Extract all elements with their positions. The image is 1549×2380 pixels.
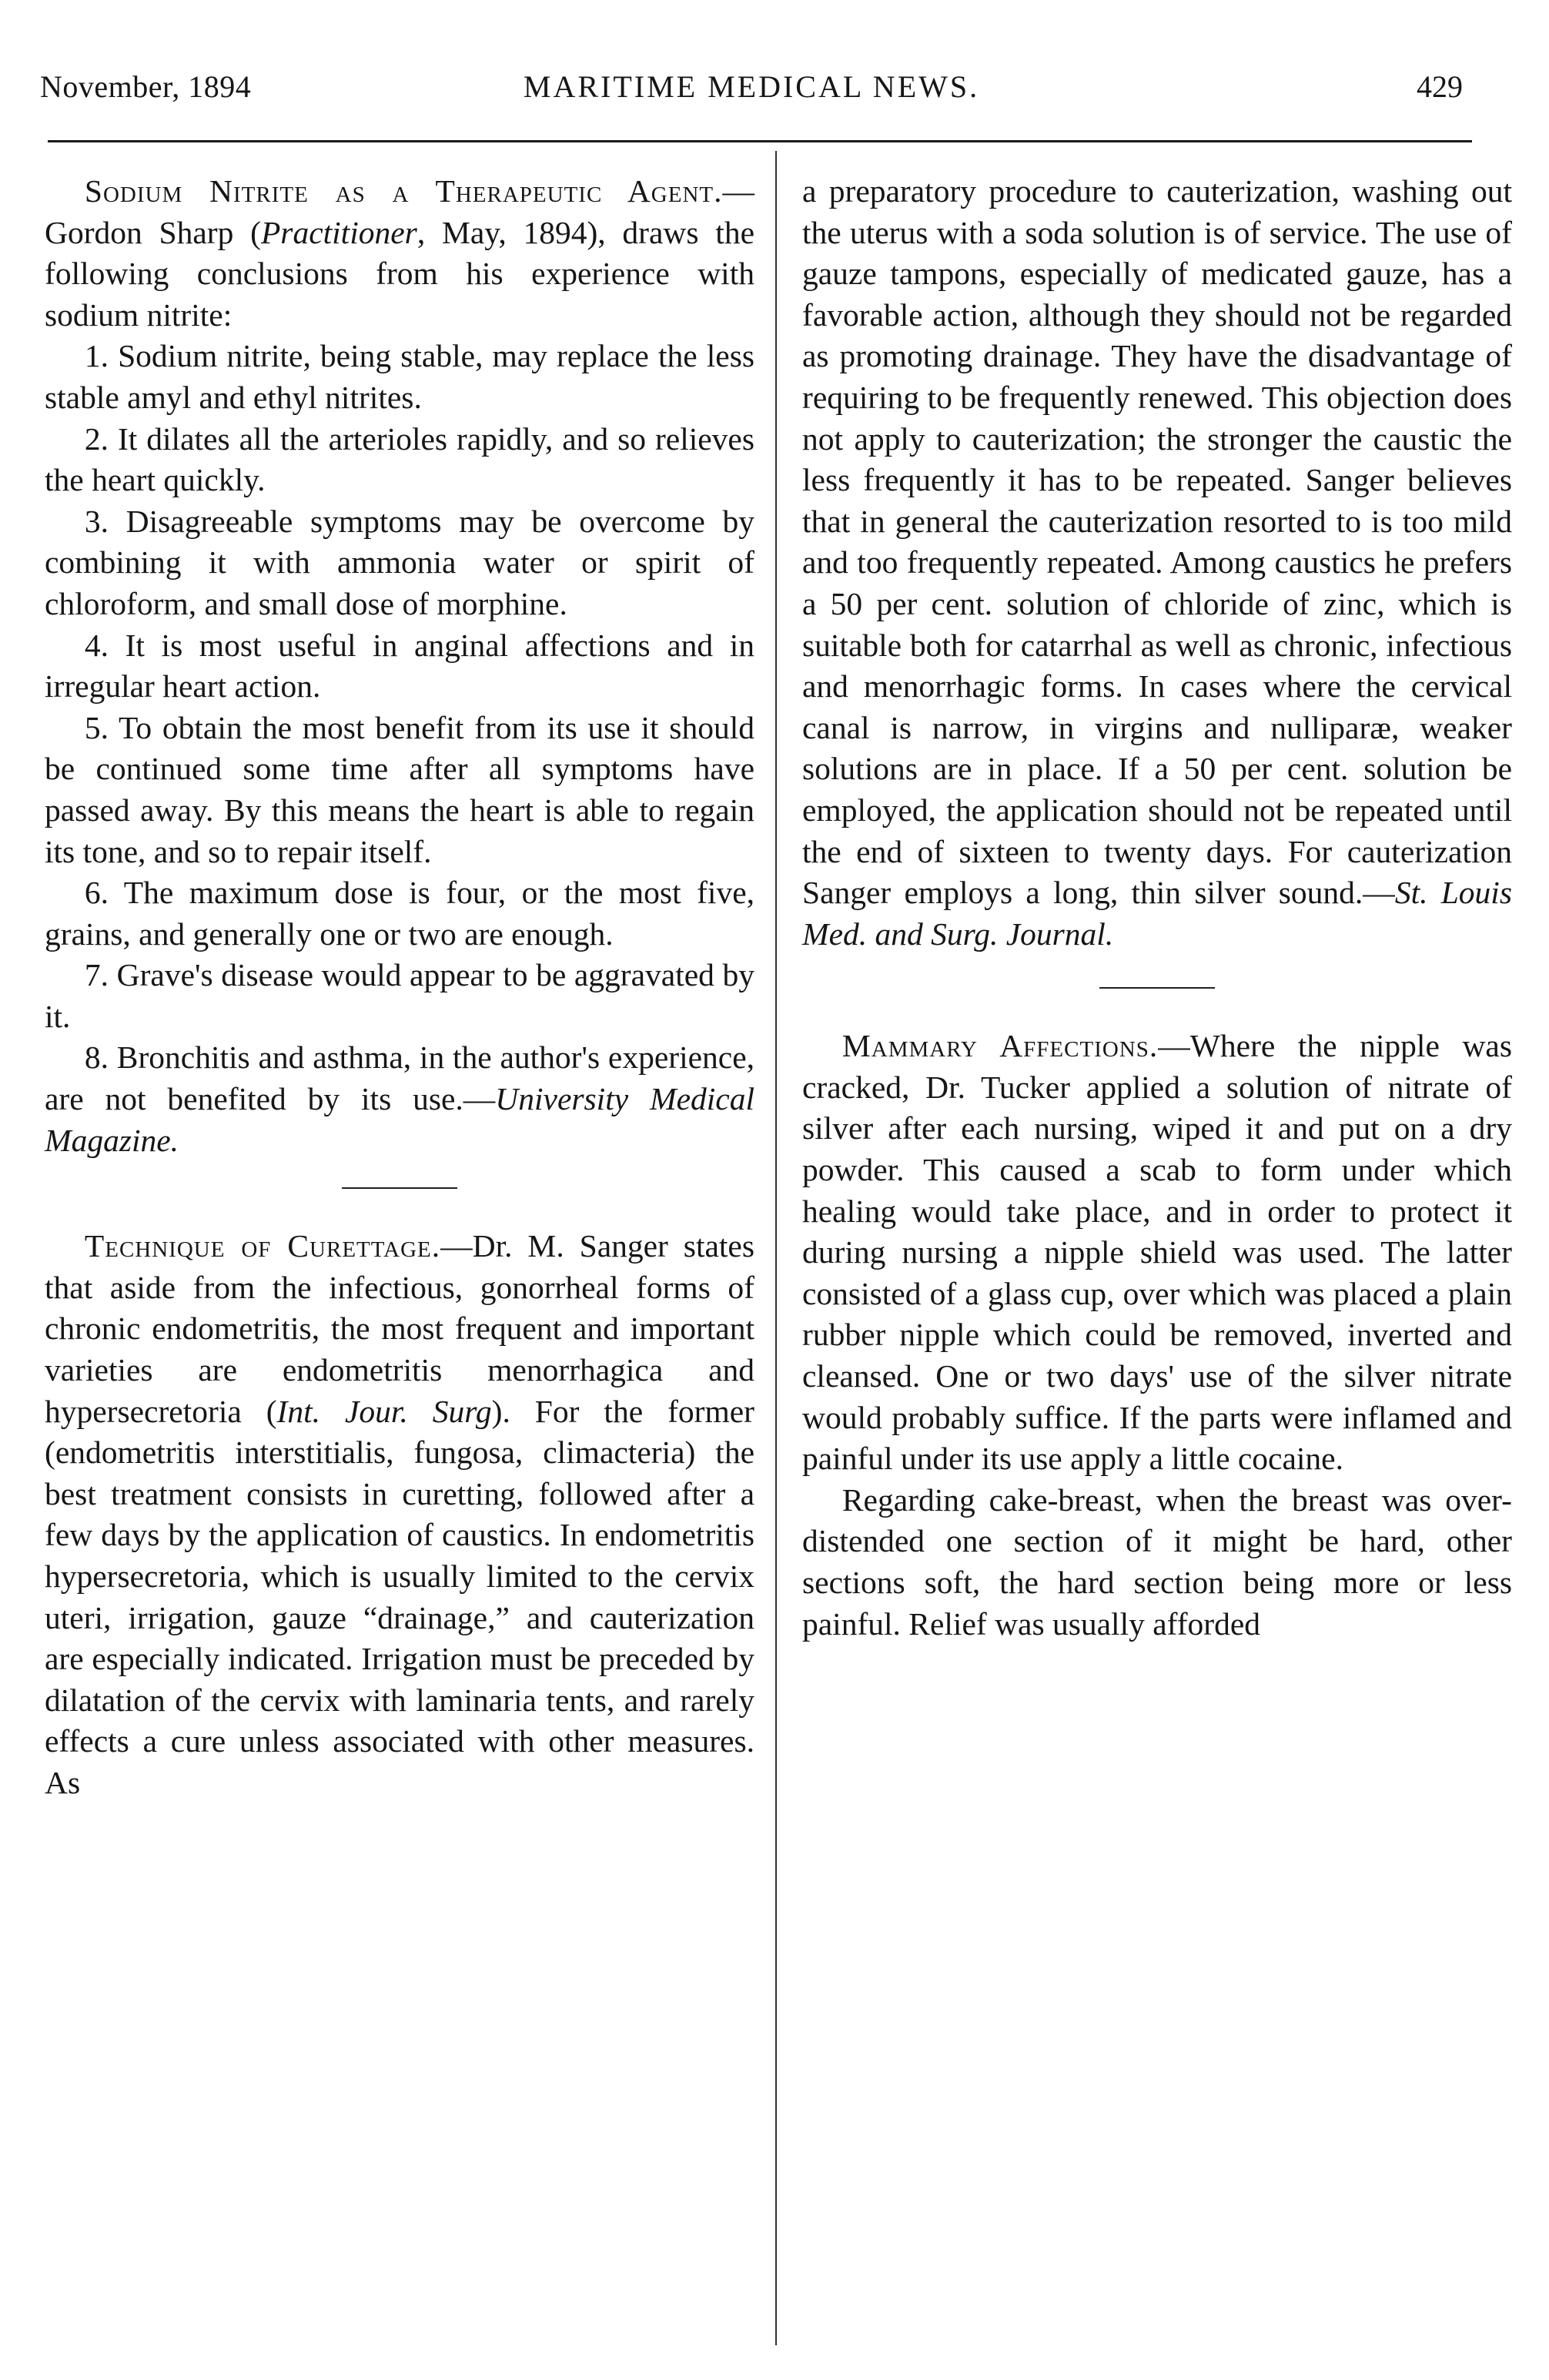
numbered-point: 6. The maximum dose is four, or the most five, grains, and generally one or two are enough. — [45, 875, 754, 952]
section-separator — [1099, 987, 1215, 989]
issue-date: November, 1894 — [40, 69, 252, 104]
section-separator — [342, 1187, 457, 1189]
article-title-sodium-nitrite: Sodium Nitrite as a Therapeutic Agent. — [84, 173, 723, 209]
article-mammary-affections: Mammary Affections.—Where the nipple was cracked, Dr. Tucker applied a solution of nitrate of silver after each nursing, wiped it and put on a dry powder. This caused a scab to form under which healing would take place, and in order to protect it during nursing a nipple shield was used. The latter consisted of a glass cup, over which was placed a plain rubber nipple which could be removed, inverted and cleansed. One or two days' use of the silver nitrate would probably suffice. If the parts were inflamed and painful under its use apply a little cocaine. — [802, 1028, 1512, 1477]
article-curettage-continued: a preparatory procedure to cauterization, washing out the uterus with a soda solution is of service. The use of gauze tampons, especially of medicated gauze, has a favorable action, although they should not be regarded as promoting drainage. They have the disadvantage of requiring to be frequently renewed. This objection does not apply to cauterization; the stronger the caustic the less frequently it has to be repeated. Sanger believes that in general the cauterization resorted to is too mild and too frequently repeated. Among caustics he prefers a 50 per cent. solution of chloride of zinc, which is suitable both for catarrhal as well as chronic, infectious and menorrhagic forms. In cases where the cervical canal is narrow, in virgins and nulliparæ, weaker solutions are in place. If a 50 per cent. solution be employed, the application should not be repeated until the end of sixteen to twenty days. For cauterization Sanger employs a long, thin silver sound.—St. Louis Med. and Surg. Journal. — [802, 173, 1512, 952]
citation-university-medical-magazine: University Medical Magazine. — [45, 1081, 754, 1158]
article-sodium-nitrite-intro: Sodium Nitrite as a Therapeutic Agent.—Gordon Sharp (Practitioner, May, 1894), draws the following conclusions from his experience with sodium nitrite: — [45, 173, 754, 333]
citation-int-jour-surg: Int. Jour. Surg — [276, 1393, 492, 1429]
article-title-curettage: Technique of Curettage. — [84, 1228, 441, 1264]
numbered-point: 4. It is most useful in anginal affections and in irregular heart action. — [45, 627, 754, 705]
article-title-mammary-affections: Mammary Affections. — [841, 1028, 1159, 1064]
numbered-point: 7. Grave's disease would appear to be aggravated by it. — [45, 957, 754, 1034]
page-header — [40, 60, 1463, 114]
numbered-point: 1. Sodium nitrite, being stable, may replace the less stable amyl and ethyl nitrites. — [45, 338, 754, 415]
left-column — [45, 171, 754, 1804]
numbered-point: 3. Disagreeable symptoms may be overcome by combining it with ammonia water or spirit of chloroform, and small dose of morphine. — [45, 503, 754, 621]
numbered-point: 2. It dilates all the arterioles rapidly, and so relieves the heart quickly. — [45, 420, 754, 498]
citation-st-louis-journal: St. Louis Med. and Surg. Journal. — [802, 875, 1512, 952]
numbered-point: 8. Bronchitis and asthma, in the author's experience, are not benefited by its use.—University Medical Magazine. — [45, 1039, 754, 1158]
citation-practitioner: Practitioner — [260, 214, 417, 250]
article-curettage: Technique of Curettage.—Dr. M. Sanger states that aside from the infectious, gonorrheal forms of chronic endometritis, the most frequent and important varieties are endometritis menorrhagica and hypersecretoria (Int. Jour. Surg). For the former (endometritis interstitialis, fungosa, climacteria) the best treatment consists in curetting, followed after a few days by the application of caustics. In endometritis hypersecretoria, which is usually limited to the cervix uteri, irrigation, gauze “drainage,” and cauterization are especially indicated. Irrigation must be preceded by dilatation of the cervix with laminaria tents, and rarely effects a cure unless associated with other measures. As — [45, 1228, 754, 1800]
column-divider — [775, 151, 777, 2345]
journal-title: MARITIME MEDICAL NEWS. — [523, 69, 980, 104]
header-rule — [48, 140, 1472, 142]
right-column — [802, 171, 1512, 1645]
article-mammary-cake-breast: Regarding cake-breast, when the breast was over-distended one section of it might be hard, other sections soft, the hard section being more or less painful. Relief was usually afforded — [802, 1481, 1512, 1642]
numbered-point: 5. To obtain the most benefit from its use it should be continued some time after all symptoms have passed away. By this means the heart is able to regain its tone, and so to repair itself. — [45, 709, 754, 869]
page-number: 429 — [1417, 69, 1463, 104]
